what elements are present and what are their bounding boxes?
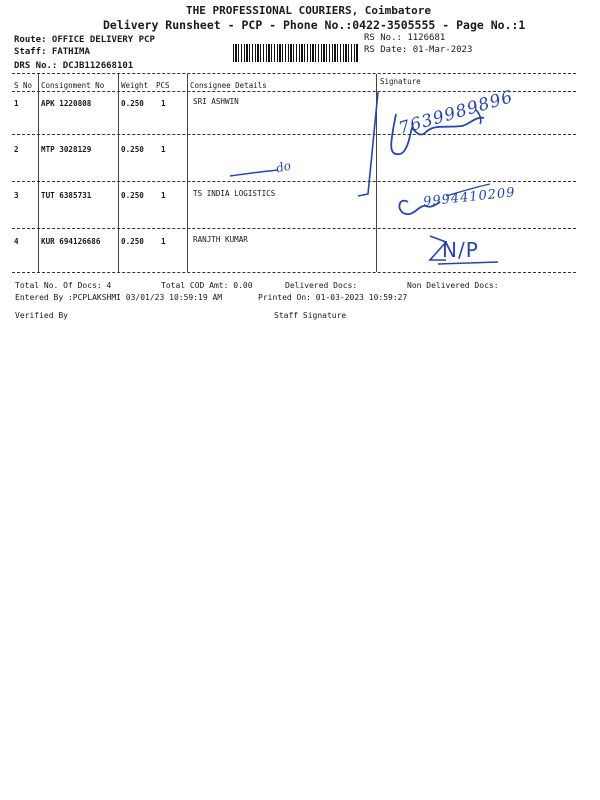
- runsheet-subtitle: Delivery Runsheet - PCP - Phone No.:0422-3505555 - Page No.:1: [103, 18, 526, 32]
- col-divider: [38, 74, 39, 272]
- handwritten-np-mark: N/P: [442, 238, 479, 262]
- row3-consignee: TS INDIA LOGISTICS: [193, 189, 276, 198]
- row2-pcs: 1: [161, 145, 166, 154]
- drs-number: DRS No.: DCJB112668101: [14, 61, 134, 71]
- printed-on: Printed On: 01-03-2023 10:59:27: [258, 293, 408, 302]
- verified-by: Verified By: [15, 311, 68, 320]
- col-pcs: PCS: [156, 81, 170, 90]
- table-top-rule: [12, 73, 576, 74]
- col-signature: Signature: [380, 77, 421, 86]
- row1-weight: 0.250: [121, 99, 144, 108]
- company-title: THE PROFESSIONAL COURIERS, Coimbatore: [186, 4, 432, 17]
- handwritten-ditto-line: [228, 166, 288, 182]
- row1-pcs: 1: [161, 99, 166, 108]
- row4-weight: 0.250: [121, 237, 144, 246]
- barcode: [233, 44, 358, 62]
- col-weight: Weight: [121, 81, 149, 90]
- row1-sno: 1: [14, 99, 19, 108]
- non-delivered-docs: Non Delivered Docs:: [407, 281, 499, 290]
- row4-pcs: 1: [161, 237, 166, 246]
- row4-consignment: KUR 694126686: [41, 237, 101, 246]
- col-divider: [118, 74, 119, 272]
- entered-by: Entered By :PCPLAKSHMI 03/01/23 10:59:19 AM: [15, 293, 223, 302]
- rs-date: RS Date: 01-Mar-2023: [364, 45, 473, 55]
- handwritten-phone-1: 7639989896: [396, 87, 516, 139]
- row1-consignee: SRI ASHWIN: [193, 97, 239, 106]
- row2-sno: 2: [14, 145, 19, 154]
- total-docs: Total No. Of Docs: 4: [15, 281, 112, 290]
- staff-signature-label: Staff Signature: [274, 311, 347, 320]
- row3-weight: 0.250: [121, 191, 144, 200]
- delivered-docs: Delivered Docs:: [285, 281, 358, 290]
- row4-consignee: RANJTH KUMAR: [193, 235, 248, 244]
- row2-weight: 0.250: [121, 145, 144, 154]
- row4-sno: 4: [14, 237, 19, 246]
- handwritten-ditto: do: [274, 158, 293, 176]
- rs-number: RS No.: 1126681: [364, 33, 446, 43]
- row3-sno: 3: [14, 191, 19, 200]
- route-label: Route: OFFICE DELIVERY PCP: [14, 35, 155, 45]
- col-consignee: Consignee Details: [190, 81, 267, 90]
- staff-label: Staff: FATHIMA: [14, 47, 90, 57]
- col-sno: S No: [14, 81, 33, 90]
- handwritten-phone-2: 9994410209: [422, 185, 517, 210]
- total-cod: Total COD Amt: 0.00: [161, 281, 253, 290]
- row3-consignment: TUT 6385731: [41, 191, 92, 200]
- row1-consignment: APK 1220808: [41, 99, 92, 108]
- col-consignment: Consignment No: [41, 81, 105, 90]
- col-divider: [187, 74, 188, 272]
- row2-consignment: MTP 3028129: [41, 145, 92, 154]
- row3-pcs: 1: [161, 191, 166, 200]
